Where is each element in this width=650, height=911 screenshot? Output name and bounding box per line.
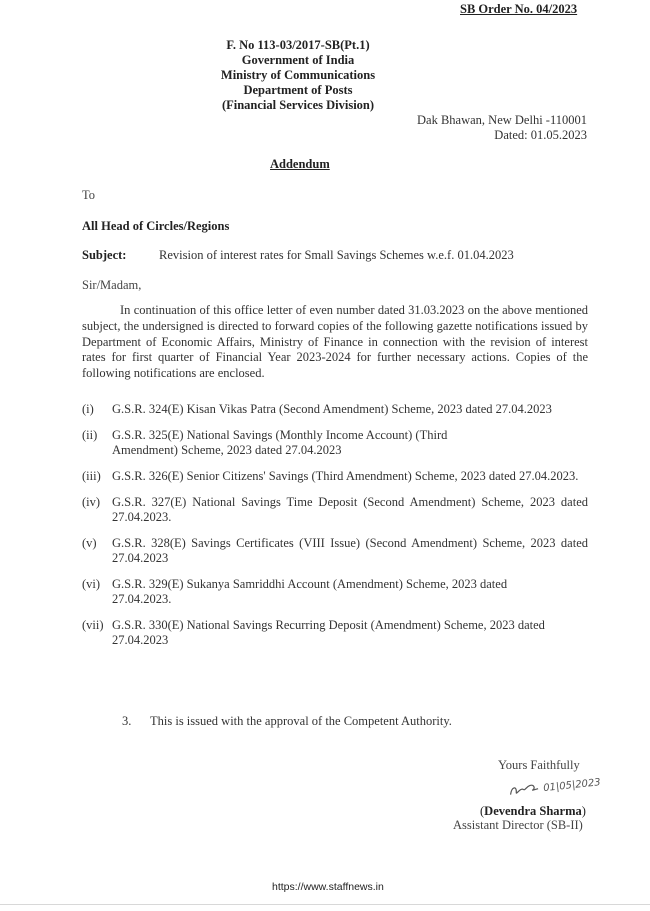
signature-date: 01|05|2023 xyxy=(542,777,602,795)
list-item-number: (iii) xyxy=(82,469,101,483)
list-item xyxy=(82,402,588,417)
notification-list xyxy=(82,402,588,659)
list-item xyxy=(82,618,588,648)
recipient: All Head of Circles/Regions xyxy=(82,219,230,233)
subject-label: Subject: xyxy=(82,248,127,262)
body-paragraph: In continuation of this office letter of even number dated 31.03.2023 on the above mentioned subject, the undersigned is directed to forward copies of the following gazette notifications issued by Department of Economic Affairs, Ministry of Finance in connection with the revision of interest rates for first quarter of Financial Year 2023-2024 for further necessary actions. Copies of the following notifications are enclosed. xyxy=(82,303,588,381)
signature-scribble-icon xyxy=(508,782,541,799)
list-item xyxy=(82,469,588,484)
salutation: Sir/Madam, xyxy=(82,278,142,292)
paren-close: ) xyxy=(581,804,586,818)
list-item xyxy=(82,536,588,566)
list-item xyxy=(82,577,588,607)
list-item-text: G.S.R. 325(E) National Savings (Monthly Income Account) (Third Amendment) Scheme, 2023 dated 27.04.2023 xyxy=(112,428,448,457)
document-title: Addendum xyxy=(270,157,330,171)
office-address: Dak Bhawan, New Delhi -110001 xyxy=(417,113,587,127)
signer-name: Devendra Sharma xyxy=(484,804,582,818)
handwritten-signature xyxy=(508,775,602,799)
list-item xyxy=(82,428,588,458)
list-item-text: G.S.R. 326(E) Senior Citizens' Savings (Third Amendment) Scheme, 2023 dated 27.04.2023. xyxy=(112,469,579,483)
letter-date: Dated: 01.05.2023 xyxy=(494,128,587,142)
order-number: SB Order No. 04/2023 xyxy=(460,2,578,16)
list-item-number: (i) xyxy=(82,402,94,416)
list-item-text: G.S.R. 327(E) National Savings Time Deposit (Second Amendment) Scheme, 2023 dated 27.04.2023. xyxy=(112,495,588,524)
approval-line xyxy=(122,714,452,729)
footer-url[interactable]: https://www.staffnews.in xyxy=(272,881,384,893)
list-item-text: G.S.R. 324(E) Kisan Vikas Patra (Second Amendment) Scheme, 2023 dated 27.04.2023 xyxy=(112,402,552,416)
list-item-number: (vi) xyxy=(82,577,101,591)
subject-line xyxy=(82,248,514,263)
signer-designation: Assistant Director (SB-II) xyxy=(453,818,583,832)
subject-text: Revision of interest rates for Small Savings Schemes w.e.f. 01.04.2023 xyxy=(159,248,514,262)
to-label: To xyxy=(82,188,96,202)
list-item-text: G.S.R. 329(E) Sukanya Samriddhi Account (Amendment) Scheme, 2023 dated 27.04.2023. xyxy=(112,577,508,606)
ministry-name: Ministry of Communications xyxy=(220,68,376,82)
approval-number: 3. xyxy=(122,714,132,728)
signer-name-line xyxy=(480,804,586,819)
file-number: F. No 113-03/2017-SB(Pt.1) xyxy=(226,38,370,52)
footer-divider xyxy=(0,904,650,905)
address-block xyxy=(380,113,587,143)
list-item-number: (v) xyxy=(82,536,97,550)
list-item-number: (ii) xyxy=(82,428,98,442)
closing: Yours Faithfully xyxy=(498,758,580,772)
list-item-text: G.S.R. 330(E) National Savings Recurring Deposit (Amendment) Scheme, 2023 dated 27.04.2023 xyxy=(112,618,545,647)
approval-text: This is issued with the approval of the Competent Authority. xyxy=(150,714,452,728)
list-item-number: (iv) xyxy=(82,495,101,509)
list-item-text: G.S.R. 328(E) Savings Certificates (VIII Issue) (Second Amendment) Scheme, 2023 dated 27.04.2023 xyxy=(112,536,588,565)
department-name: Department of Posts xyxy=(243,83,353,97)
list-item-number: (vii) xyxy=(82,618,104,632)
division-name: (Financial Services Division) xyxy=(221,98,375,112)
letterhead xyxy=(218,38,378,113)
government-name: Government of India xyxy=(241,53,355,67)
list-item xyxy=(82,495,588,525)
paren-open: ( xyxy=(480,804,485,818)
